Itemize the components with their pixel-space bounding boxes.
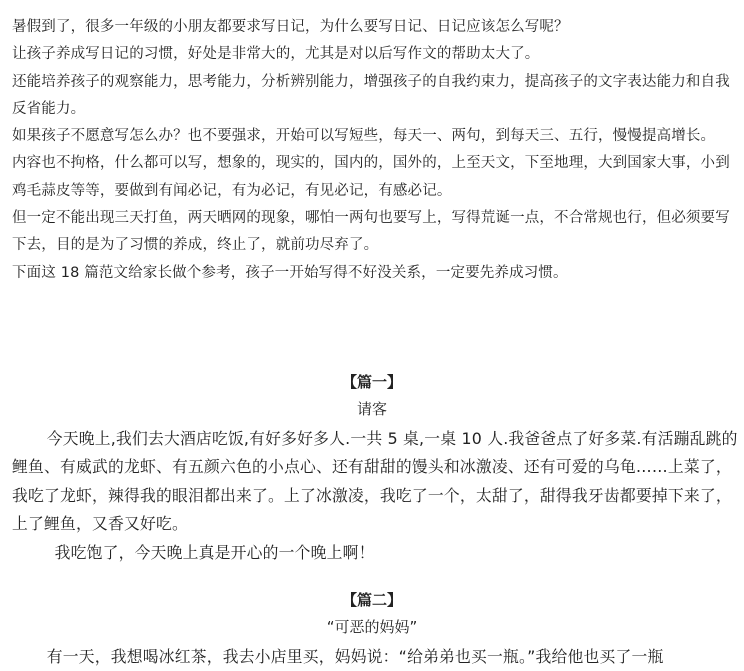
intro-paragraph: 内容也不拘格，什么都可以写，想象的，现实的，国内的，国外的，上至天文，下至地理，大到国家大事，小到鸡毛蒜皮等等，要做到有闻必记，有为必记，有见必记，有感必记。	[12, 155, 730, 199]
essay-paragraph: 有一天，我想喝冰红茶，我去小店里买，妈妈说：“给弟弟也买一瓶。”我给他也买了一瓶	[46, 647, 664, 666]
essay-body	[12, 425, 740, 567]
intro-paragraph: 暑假到了，很多一年级的小朋友都要求写日记，为什么要写日记、日记应该怎么写呢？	[12, 19, 569, 35]
essay-title: 请客	[356, 400, 387, 418]
essay-heading: 【篇二】	[341, 591, 402, 609]
intro-paragraph: 还能培养孩子的观察能力，思考能力，分析辨别能力，增强孩子的自我约束力，提高孩子的文字表达能力和自我反省能力。	[12, 73, 730, 117]
essay-title: “可恶的妈妈”	[326, 618, 418, 636]
essay-heading: 【篇一】	[341, 373, 402, 391]
essay-paragraph: 我吃饱了，今天晚上真是开心的一个晚上啊！	[54, 542, 375, 562]
intro-paragraph: 下面这 18 篇范文给家长做个参考，孩子一开始写得不好没关系，一定要先养成习惯。	[12, 264, 568, 281]
intro-paragraph: 如果孩子不愿意写怎么办？也不要强求，开始可以写短些，每天一、两句，到每天三、五行，慢慢提高增长。	[12, 128, 716, 145]
intro-paragraph: 但一定不能出现三天打鱼，两天晒网的现象，哪怕一两句也要写上，写得荒诞一点，不合常规也行，但必须要写下去，目的是为了习惯的养成，终止了，就前功尽弃了。	[12, 210, 730, 254]
essay-body	[12, 643, 740, 671]
intro-section	[12, 14, 738, 287]
essay-paragraph: 今天晚上,我们去大酒店吃饭,有好多好多人.一共 5 桌,一桌 10 人.我爸爸点了好多菜.有活蹦乱跳的鲤鱼、有威武的龙虾、有五颜六色的小点心、还有甜甜的馒头和冰激凌、还有可爱的乌龟……上菜了，我吃了龙虾，辣得我的眼泪都出来了。上了冰激凌，我吃了一个，太甜了，甜得我牙齿都要掉下来了，上了鲤鱼，又香又好吃。	[12, 429, 738, 534]
intro-paragraph: 让孩子养成写日记的习惯，好处是非常大的，尤其是对以后写作文的帮助太大了。	[12, 46, 540, 63]
